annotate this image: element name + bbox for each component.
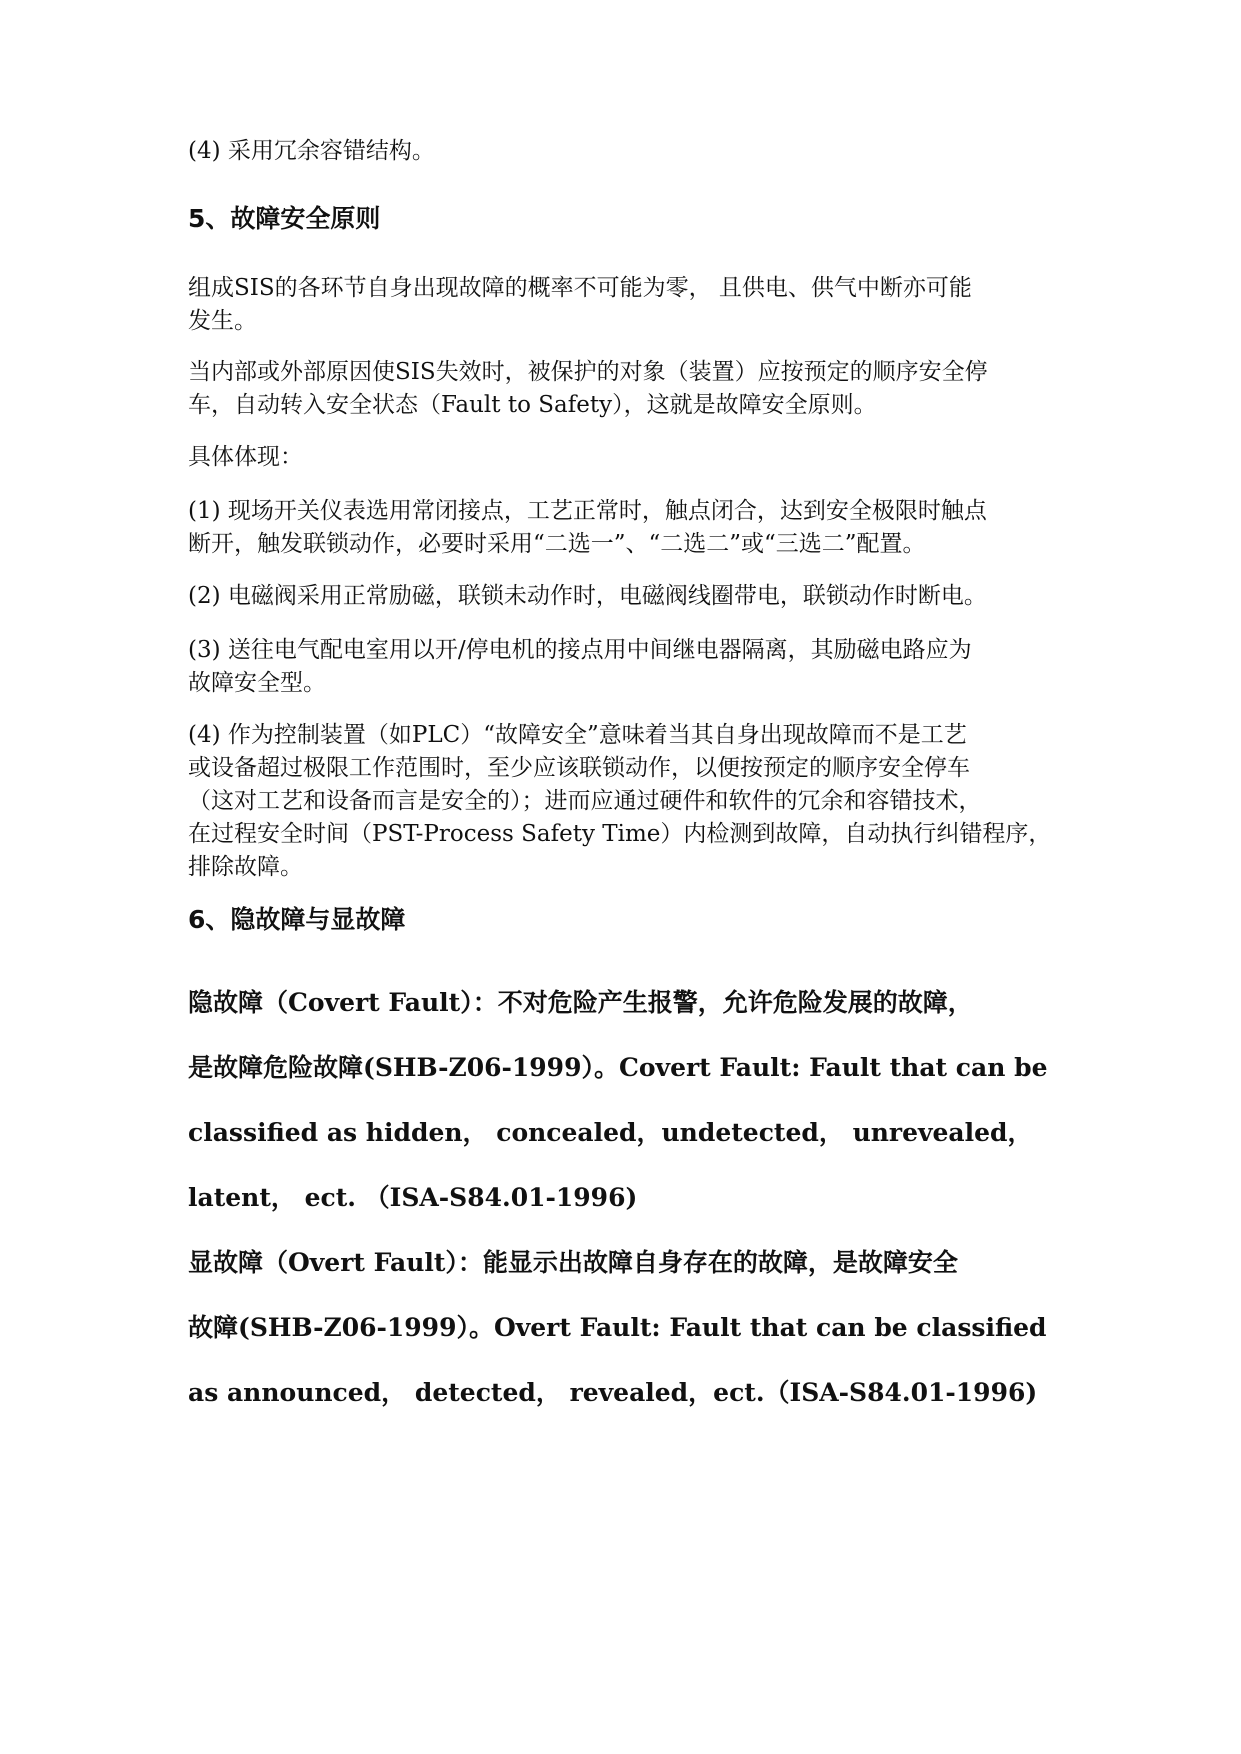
text-line: 当内部或外部原因使SIS失效时，被保护的对象（装置）应按预定的顺序安全停 xyxy=(188,359,988,385)
text-line: (1) 现场开关仪表选用常闭接点，工艺正常时，触点闭合，达到安全极限时触点 xyxy=(188,498,987,524)
text-line: 发生。 xyxy=(188,308,257,334)
text-line: 组成SIS的各环节自身出现故障的概率不可能为零， 且供电、供气中断亦可能 xyxy=(188,275,972,301)
text-line: classified as hidden， concealed，undetected， unrevealed， xyxy=(188,1118,1033,1147)
section-5-paragraph-1 xyxy=(188,272,1068,338)
text-line: 在过程安全时间（PST-Process Safety Time）内检测到故障，自动执行纠错程序， xyxy=(188,821,1052,847)
text-line: 断开，触发联锁动作，必要时采用“二选一”、“二选二”或“三选二”配置。 xyxy=(188,531,926,557)
text-line: latent， ect. （ISA-S84.01-1996) xyxy=(188,1183,638,1212)
text-line: 故障安全型。 xyxy=(188,670,326,696)
list-item-2: (2) 电磁阀采用正常励磁，联锁未动作时，电磁阀线圈带电，联锁动作时断电。 xyxy=(188,583,987,609)
text-line: 车，自动转入安全状态（Fault to Safety），这就是故障安全原则。 xyxy=(188,392,877,418)
text-line: 显故障（Overt Fault）：能显示出故障自身存在的故障，是故障安全 xyxy=(188,1248,958,1277)
covert-fault-definition xyxy=(188,970,1088,1230)
text-line: as announced， detected， revealed，ect.（ISA-S84.01-1996) xyxy=(188,1378,1038,1407)
text-line: 是故障危险故障(SHB-Z06-1999）。Covert Fault: Fault that can be xyxy=(188,1053,1048,1082)
text-line: (3) 送往电气配电室用以开/停电机的接点用中间继电器隔离，其励磁电路应为 xyxy=(188,637,972,663)
section-6-heading: 6、隐故障与显故障 xyxy=(188,905,406,934)
list-item-1 xyxy=(188,495,1068,561)
text-line: (4) 作为控制装置（如PLC）“故障安全”意味着当其自身出现故障而不是工艺 xyxy=(188,722,967,748)
list-item-3 xyxy=(188,634,1068,700)
section-5-paragraph-2 xyxy=(188,356,1068,422)
section-5-heading: 5、故障安全原则 xyxy=(188,204,381,233)
text-line: 隐故障（Covert Fault）：不对危险产生报警，允许危险发展的故障， xyxy=(188,988,973,1017)
list-item-4 xyxy=(188,719,1068,884)
overt-fault-definition xyxy=(188,1230,1088,1425)
list-item-redundancy: (4) 采用冗余容错结构。 xyxy=(188,138,435,164)
text-line: 故障(SHB-Z06-1999）。Overt Fault: Fault that can be classified xyxy=(188,1313,1047,1342)
section-5-paragraph-3: 具体体现： xyxy=(188,444,303,470)
text-line: 或设备超过极限工作范围时，至少应该联锁动作，以便按预定的顺序安全停车 xyxy=(188,755,970,781)
text-line: （这对工艺和设备而言是安全的）；进而应通过硬件和软件的冗余和容错技术， xyxy=(188,788,982,814)
text-line: 排除故障。 xyxy=(188,854,303,880)
